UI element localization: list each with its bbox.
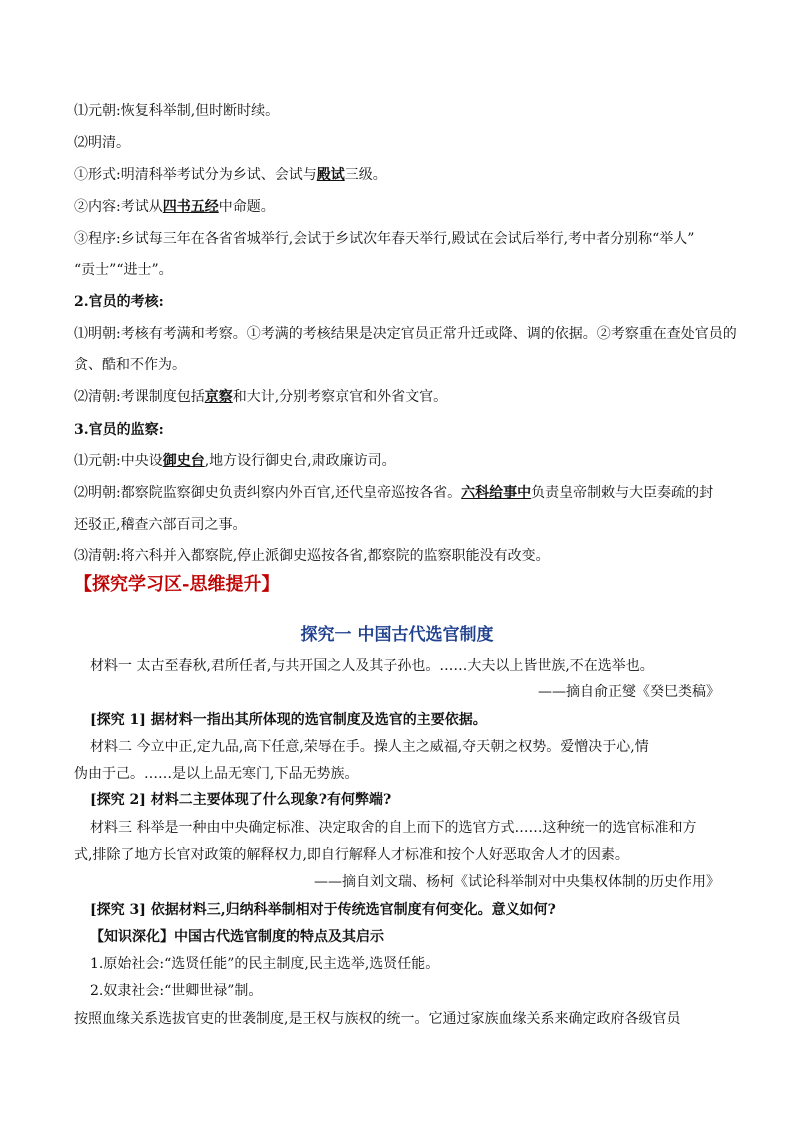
text-line: “贡士”“进士”。 bbox=[74, 262, 173, 278]
question: [探究 3] 依据材料三,归纳科举制相对于传统选官制度有何变化。意义如何? bbox=[90, 902, 556, 918]
text-line: ⑴明朝:考核有考满和考察。①考满的考核结果是决定官员正常升迁或降、调的依据。②考察重在查处官员的 bbox=[74, 326, 737, 342]
text-line: ⑶清朝:将六科并入都察院,停止派御史巡按各省,都察院的监察职能没有改变。 bbox=[74, 548, 550, 564]
text-segment: ,地方设行御史台,肃政廉访司。 bbox=[204, 453, 396, 469]
text-segment: ⑵清朝:考课制度包括 bbox=[74, 389, 205, 405]
material-text: 材料二 今立中正,定九品,高下任意,荣辱在手。操人主之威福,夺天朝之权势。爱憎决于心,情 bbox=[90, 739, 649, 755]
text-line: 按照血缘关系选拔官吏的世袭制度,是王权与族权的统一。它通过家族血缘关系来确定政府各级官员 bbox=[74, 1011, 681, 1027]
section-banner: 【探究学习区-思维提升】 bbox=[74, 574, 280, 595]
underlined-term: 殿试 bbox=[316, 167, 345, 183]
text-line bbox=[74, 165, 387, 185]
text-segment: ①形式:明清科举考试分为乡试、会试与 bbox=[74, 167, 317, 183]
text-line: 还驳正,稽查六部百司之事。 bbox=[74, 517, 247, 533]
text-line bbox=[74, 483, 713, 503]
underlined-term: 京察 bbox=[204, 389, 233, 405]
section-heading: 2.官员的考核: bbox=[74, 294, 164, 310]
text-segment: ②内容:考试从 bbox=[74, 199, 163, 215]
text-segment: ⑴元朝:中央设 bbox=[74, 453, 163, 469]
underlined-term: 御史台 bbox=[162, 453, 205, 469]
text-line bbox=[74, 197, 275, 217]
text-segment: ⑵明朝:都察院监察御史负责纠察内外百官,还代皇帝巡按各省。 bbox=[74, 485, 462, 501]
text-line bbox=[74, 451, 396, 471]
text-line: 2.奴隶社会:“世卿世禄”制。 bbox=[90, 983, 263, 999]
question: [探究 2] 材料二主要体现了什么现象?有何弊端? bbox=[90, 792, 392, 808]
text-line bbox=[74, 387, 447, 407]
material-text: 式,排除了地方长官对政策的解释权力,即自行解释人才标准和按个人好恶取舍人才的因素。 bbox=[74, 847, 629, 863]
text-segment: 三级。 bbox=[344, 167, 387, 183]
text-line: 1.原始社会:“选贤任能”的民主制度,民主选举,选贤任能。 bbox=[90, 956, 440, 972]
underlined-term: 六科给事中 bbox=[461, 485, 532, 501]
text-segment: 负责皇帝制敕与大臣奏疏的封 bbox=[531, 485, 714, 501]
text-line: ③程序:乡试每三年在各省省城举行,会试于乡试次年春天举行,殿试在会试后举行,考中者分别称“举人” bbox=[74, 231, 695, 247]
text-line: ⑵明清。 bbox=[74, 135, 130, 151]
text-line: ⑴元朝:恢复科举制,但时断时续。 bbox=[74, 103, 280, 119]
section-title: 探究一 中国古代选官制度 bbox=[300, 625, 494, 645]
section-heading: 3.官员的监察: bbox=[74, 422, 164, 438]
text-segment: 中命题。 bbox=[218, 199, 275, 215]
material-source: ——摘自刘文瑞、杨柯《试论科举制对中央集权体制的历史作用》 bbox=[314, 874, 720, 890]
text-line: 贪、酷和不作为。 bbox=[74, 357, 186, 373]
material-text: 材料三 科举是一种由中央确定标准、决定取舍的自上而下的选官方式……这种统一的选官标准和方 bbox=[90, 820, 697, 836]
material-source: ——摘自俞正燮《癸巳类稿》 bbox=[538, 684, 720, 700]
material-text: 材料一 太古至春秋,君所任者,与共开国之人及其子孙也。……大夫以上皆世族,不在选举也。 bbox=[90, 658, 654, 674]
question: [探究 1] 据材料一指出其所体现的选官制度及选官的主要依据。 bbox=[90, 712, 487, 728]
underlined-term: 四书五经 bbox=[162, 199, 219, 215]
knowledge-heading: 【知识深化】中国古代选官制度的特点及其启示 bbox=[90, 929, 384, 945]
text-segment: 和大计,分别考察京官和外省文官。 bbox=[232, 389, 448, 405]
material-text: 伪由于己。……是以上品无寒门,下品无势族。 bbox=[74, 766, 359, 782]
